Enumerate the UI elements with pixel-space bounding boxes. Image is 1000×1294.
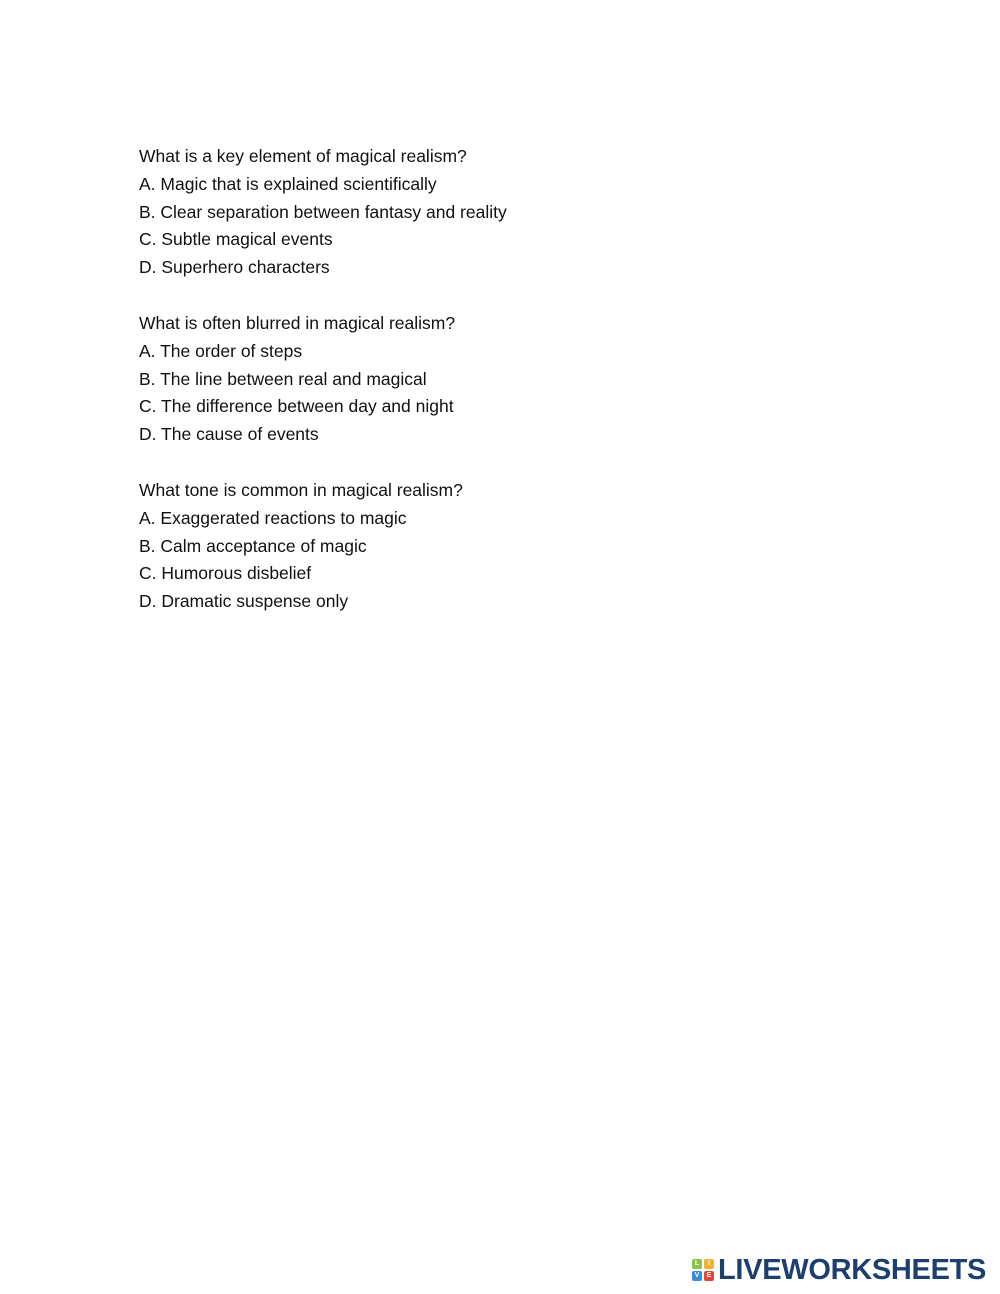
answer-option[interactable]: C. The difference between day and night <box>139 396 454 417</box>
question-prompt: What tone is common in magical realism? <box>139 479 463 500</box>
answer-option[interactable]: D. Dramatic suspense only <box>139 591 349 612</box>
question-2 <box>139 310 839 449</box>
liveworksheets-logo <box>692 1256 986 1284</box>
answer-option[interactable]: A. The order of steps <box>139 340 303 361</box>
logo-mark-l: L <box>692 1259 702 1269</box>
answer-option[interactable]: D. The cause of events <box>139 424 319 445</box>
answer-option[interactable]: B. Calm acceptance of magic <box>139 535 367 556</box>
logo-mark-v: V <box>692 1271 702 1281</box>
answer-option[interactable]: B. Clear separation between fantasy and reality <box>139 201 507 222</box>
logo-mark-i: I <box>704 1259 714 1269</box>
answer-option[interactable]: B. The line between real and magical <box>139 368 427 389</box>
worksheet-content <box>139 143 839 644</box>
logo-mark-e: E <box>704 1271 714 1281</box>
question-1 <box>139 143 839 282</box>
question-prompt: What is a key element of magical realism? <box>139 146 467 166</box>
logo-text: LIVEWORKSHEETS <box>718 1254 987 1286</box>
question-3 <box>139 477 839 616</box>
answer-option[interactable]: D. Superhero characters <box>139 257 330 278</box>
answer-option[interactable]: C. Humorous disbelief <box>139 563 312 584</box>
answer-option[interactable]: A. Exaggerated reactions to magic <box>139 507 407 528</box>
answer-option[interactable]: A. Magic that is explained scientifically <box>139 173 437 194</box>
question-prompt: What is often blurred in magical realism? <box>139 312 456 333</box>
logo-mark-icon <box>692 1259 714 1281</box>
answer-option[interactable]: C. Subtle magical events <box>139 229 333 250</box>
